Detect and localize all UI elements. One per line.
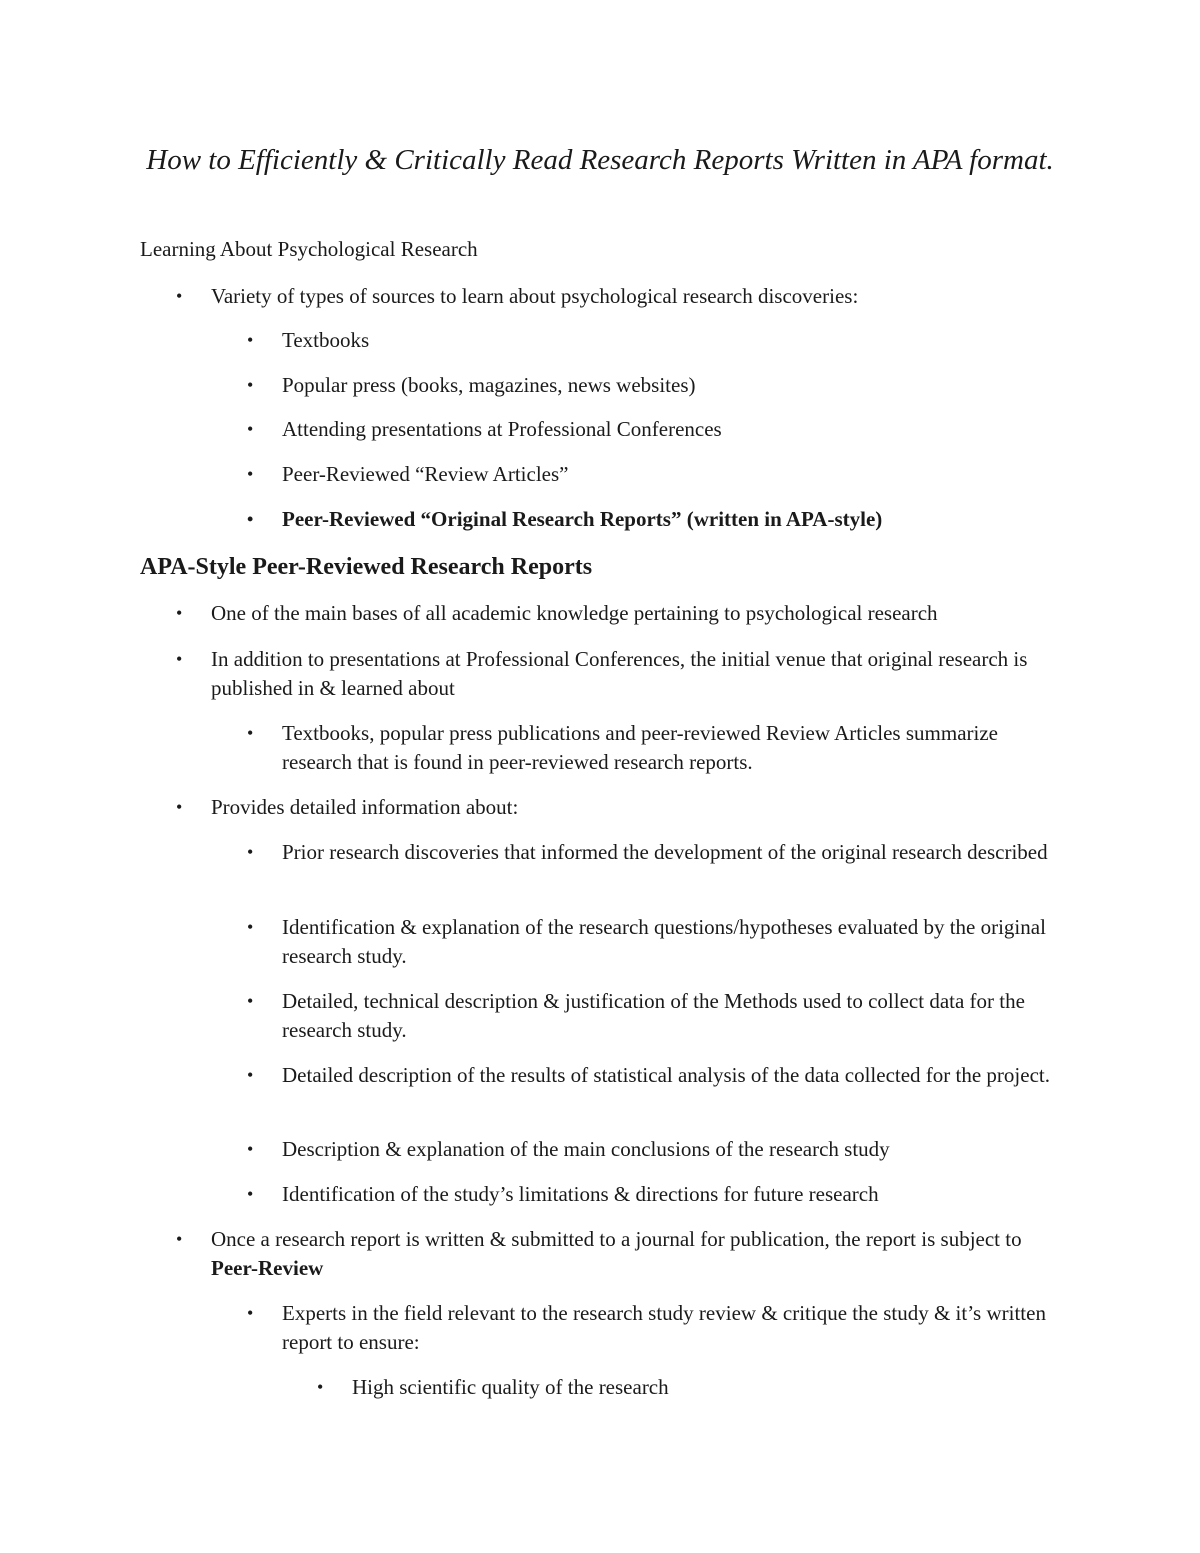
list-item: [176, 793, 1051, 822]
bullet-icon: •: [317, 1377, 324, 1397]
list-item-text: Detailed, technical description & justification of the Methods used to collect data for the research study.: [282, 989, 1025, 1042]
bullet-icon: •: [176, 286, 183, 306]
list-item: [176, 645, 1051, 703]
list-item-text: Variety of types of sources to learn about psychological research discoveries:: [211, 284, 859, 308]
bullet-icon: •: [247, 419, 254, 439]
list-item-text: Provides detailed information about:: [211, 795, 519, 819]
bullet-icon: •: [247, 1065, 254, 1085]
bullet-icon: •: [247, 991, 254, 1011]
list-item-text: High scientific quality of the research: [352, 1375, 669, 1399]
peer-review-term: Peer-Review: [211, 1256, 324, 1280]
list-item: [247, 1061, 1062, 1090]
list-item: [247, 371, 1062, 400]
bullet-icon: •: [247, 842, 254, 862]
document-title: How to Efficiently & Critically Read Research Reports Written in APA format.: [146, 144, 1054, 176]
bullet-icon: •: [247, 464, 254, 484]
bullet-icon: •: [176, 649, 183, 669]
bullet-icon: •: [247, 330, 254, 350]
bullet-icon: •: [247, 1139, 254, 1159]
bullet-icon: •: [247, 509, 254, 529]
list-item-text: Attending presentations at Professional Conferences: [282, 417, 722, 441]
list-item-text: Description & explanation of the main conclusions of the research study: [282, 1137, 890, 1161]
list-item: [247, 1299, 1062, 1357]
list-item-text: Once a research report is written & submitted to a journal for publication, the report is subject to: [211, 1227, 1022, 1251]
bullet-icon: •: [176, 1229, 183, 1249]
list-item: [247, 415, 1062, 444]
list-item: [247, 1180, 1062, 1209]
list-item: [247, 505, 1062, 534]
list-item: [247, 719, 1062, 777]
list-item-text: Textbooks: [282, 328, 370, 352]
list-item-text: One of the main bases of all academic knowledge pertaining to psychological research: [211, 601, 938, 625]
section-heading-apa-reports: APA-Style Peer-Reviewed Research Reports: [140, 554, 593, 580]
list-item-text: Experts in the field relevant to the research study review & critique the study & it’s written report to ensure:: [282, 1301, 1046, 1354]
list-item-text: Prior research discoveries that informed the development of the original research described: [282, 840, 1048, 864]
list-item: [247, 326, 1062, 355]
list-item: [247, 838, 1062, 867]
list-item-text: Identification & explanation of the research questions/hypotheses evaluated by the original research study.: [282, 915, 1046, 968]
bullet-icon: •: [247, 723, 254, 743]
list-item: [247, 460, 1062, 489]
section-heading-learning: Learning About Psychological Research: [140, 237, 478, 261]
list-item: [176, 599, 1051, 628]
list-item: [247, 913, 1062, 971]
bullet-icon: •: [176, 797, 183, 817]
bullet-icon: •: [247, 1303, 254, 1323]
bullet-icon: •: [247, 917, 254, 937]
list-item-text: Popular press (books, magazines, news websites): [282, 373, 696, 397]
list-item: [176, 282, 1051, 311]
list-item: [247, 987, 1062, 1045]
list-item-text: Peer-Reviewed “Original Research Reports” (written in APA-style): [282, 507, 883, 531]
bullet-icon: •: [247, 1184, 254, 1204]
list-item-text: Peer-Reviewed “Review Articles”: [282, 462, 569, 486]
bullet-icon: •: [176, 603, 183, 623]
list-item-text: Textbooks, popular press publications and peer-reviewed Review Articles summarize research that is found in peer-reviewed research reports.: [282, 721, 998, 774]
bullet-icon: •: [247, 375, 254, 395]
list-item-text: Detailed description of the results of statistical analysis of the data collected for the project.: [282, 1063, 1050, 1087]
list-item: [247, 1135, 1062, 1164]
list-item: [176, 1225, 1051, 1283]
list-item-text: Identification of the study’s limitations & directions for future research: [282, 1182, 879, 1206]
list-item: [317, 1373, 1052, 1402]
list-item-text: In addition to presentations at Professional Conferences, the initial venue that original research is published in & learned about: [211, 647, 1028, 700]
